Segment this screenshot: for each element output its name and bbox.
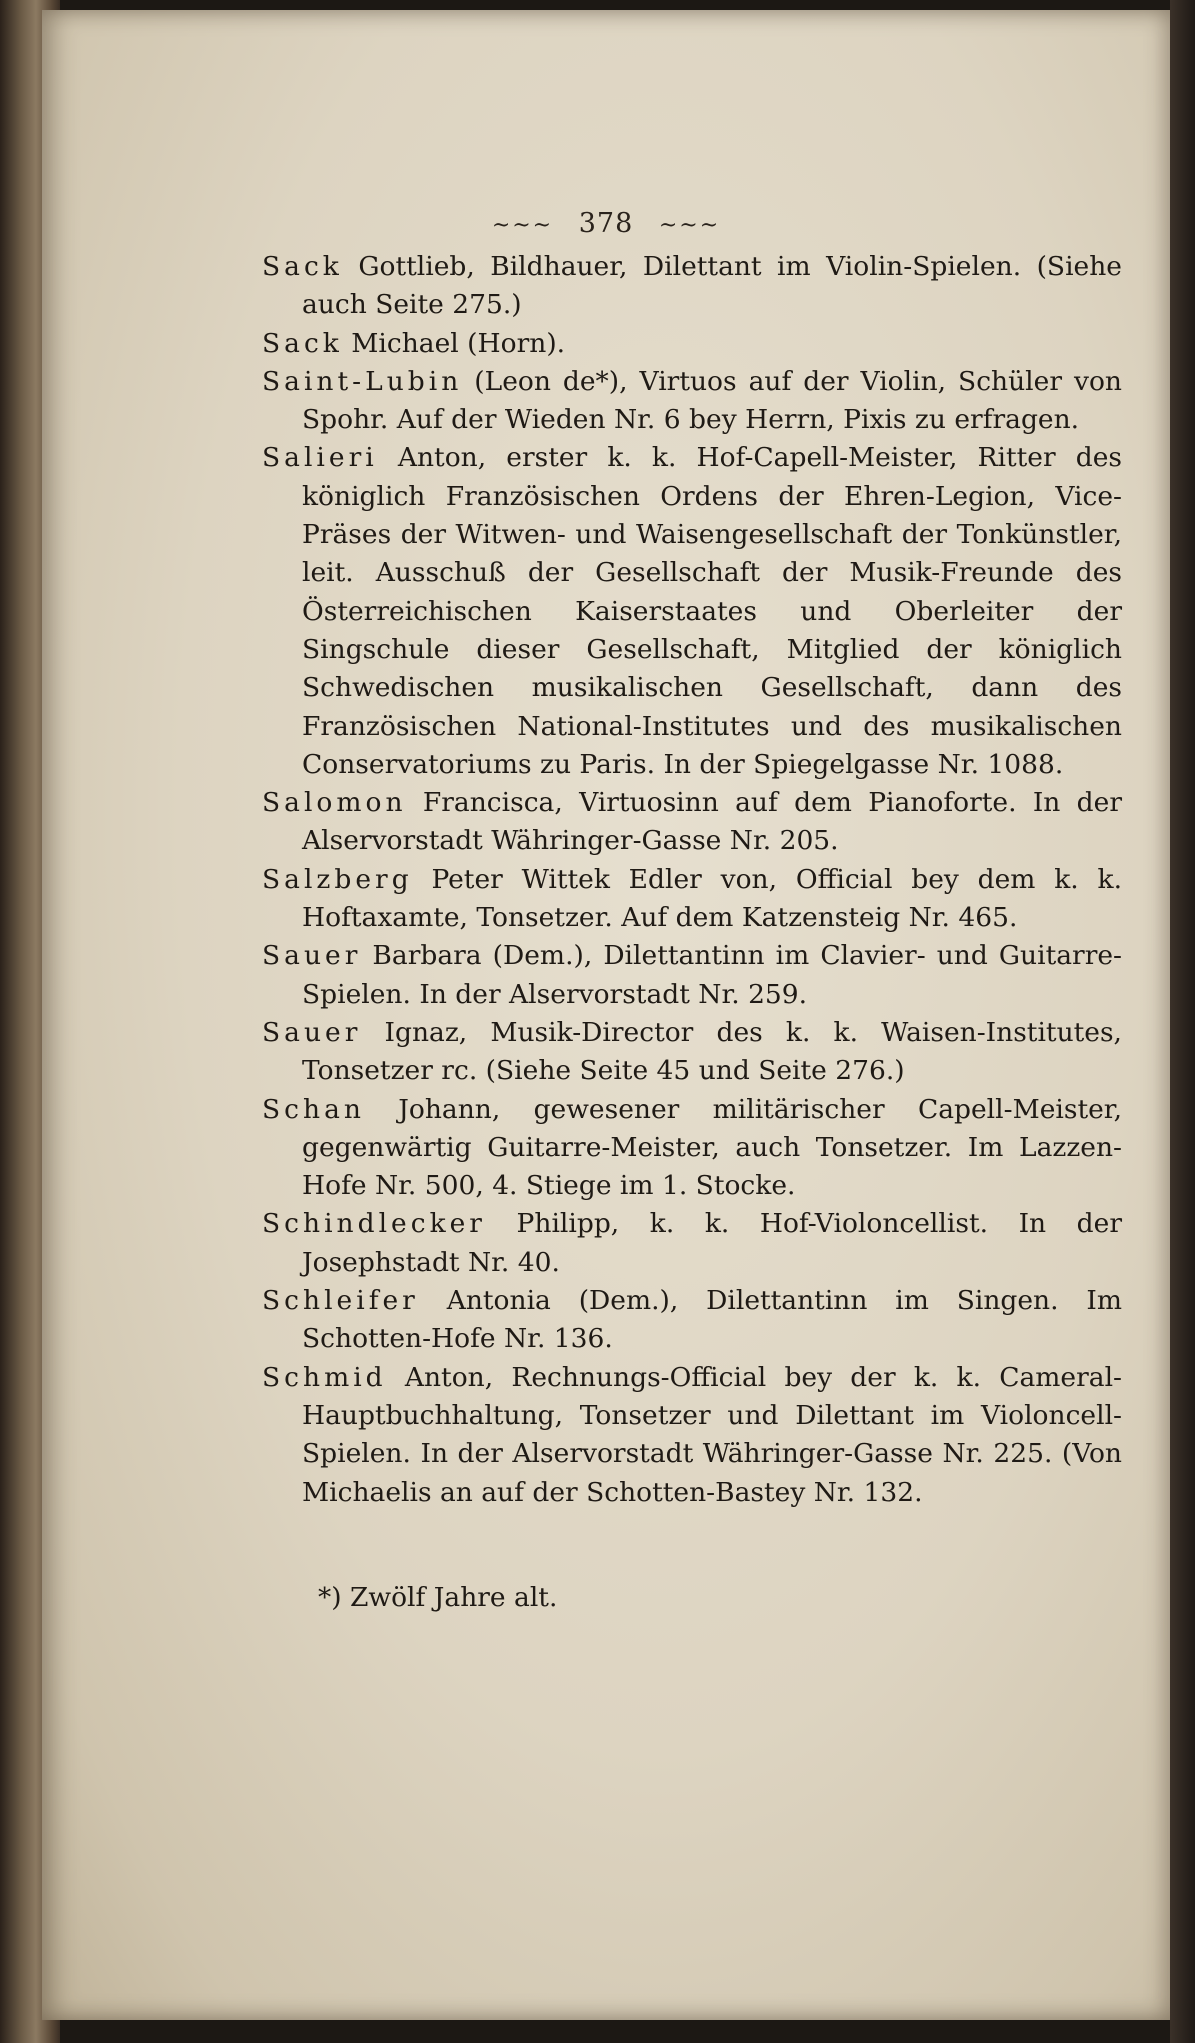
entry-surname: Sauer [262,1016,362,1048]
entry-text: Philipp, k. k. Hof-Violoncellist. In der Josephstadt Nr. 40. [302,1208,1122,1278]
directory-entries [262,248,1122,1512]
directory-entry [262,1014,1122,1091]
directory-entry [262,1205,1122,1282]
page-edge-shadow [1170,0,1195,2043]
directory-entry [262,439,1122,784]
entry-surname: Sack [262,327,343,359]
entry-text: (Leon de*), Virtuos auf der Violin, Schüler von Spohr. Auf der Wieden Nr. 6 bey Herrn, Pixis zu erfragen. [302,365,1122,436]
entry-surname: Schindlecker [262,1208,486,1240]
entry-surname: Salieri [262,442,378,474]
entry-surname: Salzberg [262,863,413,895]
entry-text: Barbara (Dem.), Dilettantinn im Clavier- und Guitarre-Spielen. In der Alservorstadt Nr. 259. [302,940,1122,1010]
entry-surname: Schmid [262,1361,387,1393]
directory-entry [262,784,1122,861]
header-ornament-left: ~~~ [491,213,554,238]
entry-text: Anton, Rechnungs-Official bey der k. k. Cameral-Hauptbuchhaltung, Tonsetzer und Dilettant im Violoncell-Spielen. In der Alservorstadt Währinger-Gasse Nr. 225. (Von Michaelis an auf der Schotten-Bastey Nr. 132. [302,1361,1122,1508]
directory-entry [262,1091,1122,1206]
entry-text: Michael (Horn). [342,327,566,359]
page-header [42,208,1170,239]
entry-text: Anton, erster k. k. Hof-Capell-Meister, Ritter des königlich Französischen Ordens der Ehren-Legion, Vice-Präses der Witwen- und Waisengesellschaft der Tonkünstler, leit. Ausschuß der Gesellschaft der Musik-Freunde des Österreichischen Kaiserstaates und Oberleiter der Singschule dieser Gesellschaft, Mitglied der königlich Schwedischen musikalischen Gesellschaft, dann des Französischen National-Institutes und des musikalischen Conservatoriums zu Paris. In der Spiegelgasse Nr. 1088. [302,442,1122,780]
entry-text: Francisca, Virtuosinn auf dem Pianoforte. In der Alservorstadt Währinger-Gasse Nr. 205. [302,787,1122,857]
entry-surname: Sack [262,251,343,282]
entry-text: Peter Wittek Edler von, Official bey dem k. k. Hoftaxamte, Tonsetzer. Auf dem Katzensteig Nr. 465. [302,863,1122,934]
directory-entry [262,1359,1122,1512]
header-ornament-right: ~~~ [658,213,721,238]
entry-text: Antonia (Dem.), Dilettantinn im Singen. Im Schotten-Hofe Nr. 136. [302,1285,1122,1355]
entry-text: Ignaz, Musik-Director des k. k. Waisen-Institutes, Tonsetzer rc. (Siehe Seite 45 und Seite 276.) [302,1016,1122,1087]
entry-text: Gottlieb, Bildhauer, Dilettant im Violin-Spielen. (Siehe auch Seite 275.) [302,251,1122,321]
directory-entry [262,248,1122,325]
entry-text: Johann, gewesener militärischer Capell-Meister, gegenwärtig Guitarre-Meister, auch Tonsetzer. Im Lazzen-Hofe Nr. 500, 4. Stiege im 1. Stocke. [302,1093,1122,1202]
directory-entry [262,861,1122,938]
entry-surname: Salomon [262,787,407,819]
directory-entry [262,1282,1122,1359]
directory-entry [262,325,1122,363]
page-number: 378 [578,208,634,239]
entry-surname: Schleifer [262,1285,419,1317]
directory-entry [262,937,1122,1014]
directory-entry [262,363,1122,440]
entry-surname: Sauer [262,940,362,972]
entry-surname: Saint-Lubin [262,365,463,397]
footnote: *) Zwölf Jahre alt. [318,1582,558,1613]
entry-surname: Schan [262,1093,365,1125]
